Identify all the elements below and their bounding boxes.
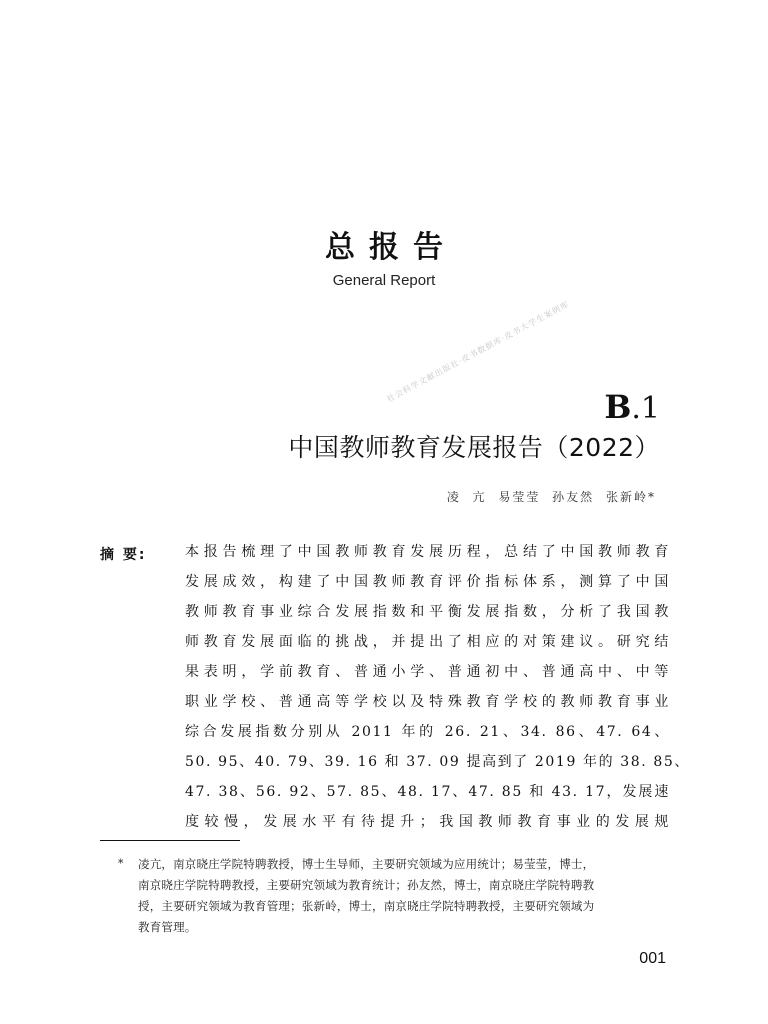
abstract-line: 师教育发展面临的挑战，并提出了相应的对策建议。研究结 <box>185 634 670 650</box>
footnote-line <box>118 856 674 877</box>
page-number: 001 <box>639 950 666 967</box>
report-title: 中国教师教育发展报告（2022） <box>288 433 660 462</box>
abstract-body <box>185 541 690 841</box>
footnote <box>118 856 674 940</box>
chapter-number <box>604 388 660 426</box>
footnote-line: 南京晓庄学院特聘教授，主要研究领域为教育统计；孙友然，博士，南京晓庄学院特聘教 <box>138 878 595 892</box>
abstract-line: 本报告梳理了中国教师教育发展历程，总结了中国教师教育 <box>185 544 670 560</box>
abstract-line: 教师教育事业综合发展指数和平衡发展指数，分析了我国教 <box>185 604 670 620</box>
abstract-line: 综合发展指数分别从 2011 年的 26. 21、34. 86、47. 64、 <box>185 724 670 740</box>
abstract-line: 果表明，学前教育、普通小学、普通初中、普通高中、中等 <box>185 664 670 680</box>
abstract-line: 度较慢，发展水平有待提升；我国教师教育事业的发展规 <box>185 814 670 830</box>
footnote-line-text: 凌亢，南京晓庄学院特聘教授，博士生导师，主要研究领域为应用统计；易莹莹，博士， <box>138 857 595 871</box>
footnote-marker: * <box>118 857 124 870</box>
abstract-line: 职业学校、普通高等学校以及特殊教育学校的教师教育事业 <box>185 694 670 710</box>
abstract-line: 47. 38、56. 92、57. 85、48. 17、47. 85 和 43. 17，发展速 <box>185 784 670 800</box>
chapter-prefix: B <box>604 388 632 426</box>
chapter-index: .1 <box>631 391 660 426</box>
footnote-line: 教育管理。 <box>138 920 197 934</box>
authors-line: 凌 亢 易莹莹 孙友然 张新岭* <box>446 490 656 504</box>
footnote-divider <box>100 840 240 841</box>
section-subtitle: General Report <box>332 272 436 289</box>
abstract-line: 发展成效，构建了中国教师教育评价指标体系，测算了中国 <box>185 574 670 590</box>
abstract-label: 摘 要: <box>100 547 147 563</box>
footnote-line: 授，主要研究领域为教育管理；张新岭，博士，南京晓庄学院特聘教授，主要研究领域为 <box>138 899 595 913</box>
abstract-line: 50. 95、40. 79、39. 16 和 37. 09 提高到了 2019 年的 38. 85、 <box>185 754 690 770</box>
section-title: 总报告 <box>325 230 457 265</box>
watermark-text: 社会科学文献出版社·皮书数据库·皮书大学生案例库 <box>385 299 571 404</box>
